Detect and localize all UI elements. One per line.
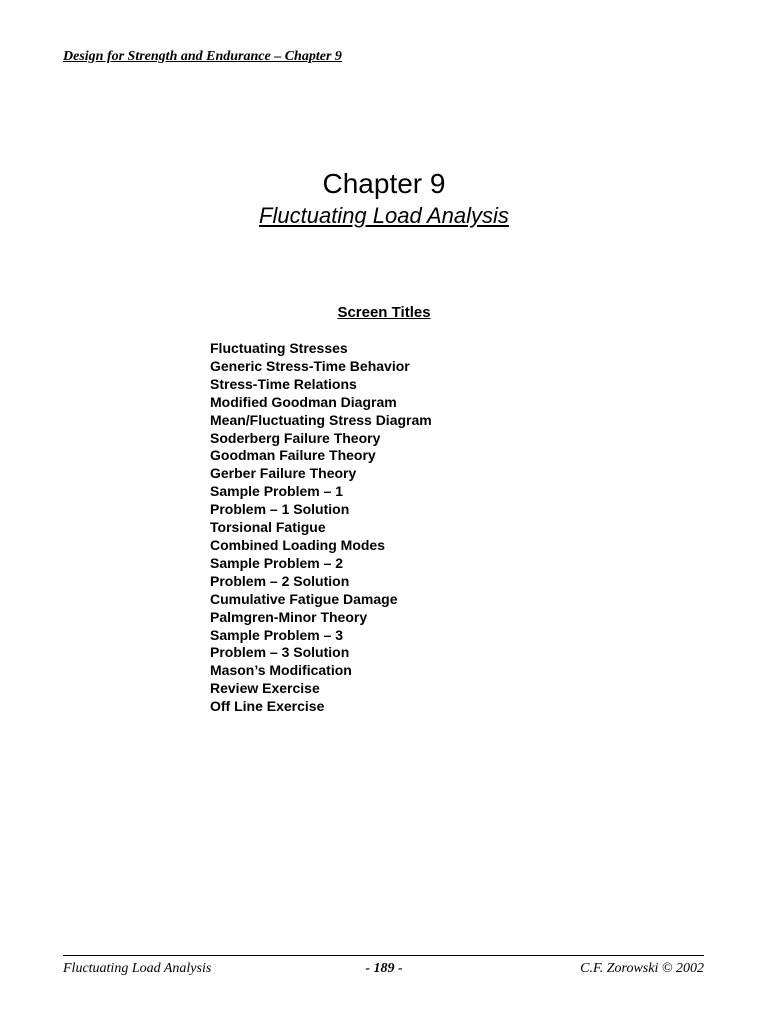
list-item: Gerber Failure Theory	[210, 465, 357, 482]
page-number: - 189 -	[365, 961, 403, 976]
list-item: Stress-Time Relations	[210, 375, 357, 392]
list-item: Mean/Fluctuating Stress Diagram	[210, 411, 432, 428]
chapter-title: Chapter 9	[322, 168, 446, 199]
list-item: Goodman Failure Theory	[210, 447, 376, 464]
list-item: Torsional Fatigue	[210, 519, 326, 536]
screen-titles-list	[210, 340, 432, 716]
list-item: Sample Problem – 1	[210, 483, 344, 500]
list-item: Sample Problem – 2	[210, 554, 344, 571]
list-item: Modified Goodman Diagram	[210, 393, 397, 410]
list-item: Mason’s Modification	[210, 662, 352, 679]
list-item: Cumulative Fatigue Damage	[210, 590, 398, 607]
running-header: Design for Strength and Endurance – Chapter 9	[63, 49, 342, 64]
list-item: Problem – 3 Solution	[210, 644, 350, 661]
list-item: Combined Loading Modes	[210, 536, 385, 553]
list-item: Review Exercise	[210, 680, 320, 697]
list-item: Soderberg Failure Theory	[210, 429, 381, 446]
footer-divider	[63, 955, 704, 956]
list-item: Fluctuating Stresses	[210, 340, 348, 356]
list-item: Problem – 1 Solution	[210, 501, 350, 518]
screen-titles-heading: Screen Titles	[337, 304, 431, 321]
list-item: Palmgren-Minor Theory	[210, 608, 368, 625]
list-item: Sample Problem – 3	[210, 626, 344, 643]
footer-chapter-name: Fluctuating Load Analysis	[63, 961, 212, 976]
footer-copyright: C.F. Zorowski © 2002	[580, 961, 704, 976]
list-item: Problem – 2 Solution	[210, 572, 350, 589]
list-item: Generic Stress-Time Behavior	[210, 357, 410, 374]
list-item: Off Line Exercise	[210, 698, 325, 715]
chapter-subtitle: Fluctuating Load Analysis	[259, 203, 509, 228]
